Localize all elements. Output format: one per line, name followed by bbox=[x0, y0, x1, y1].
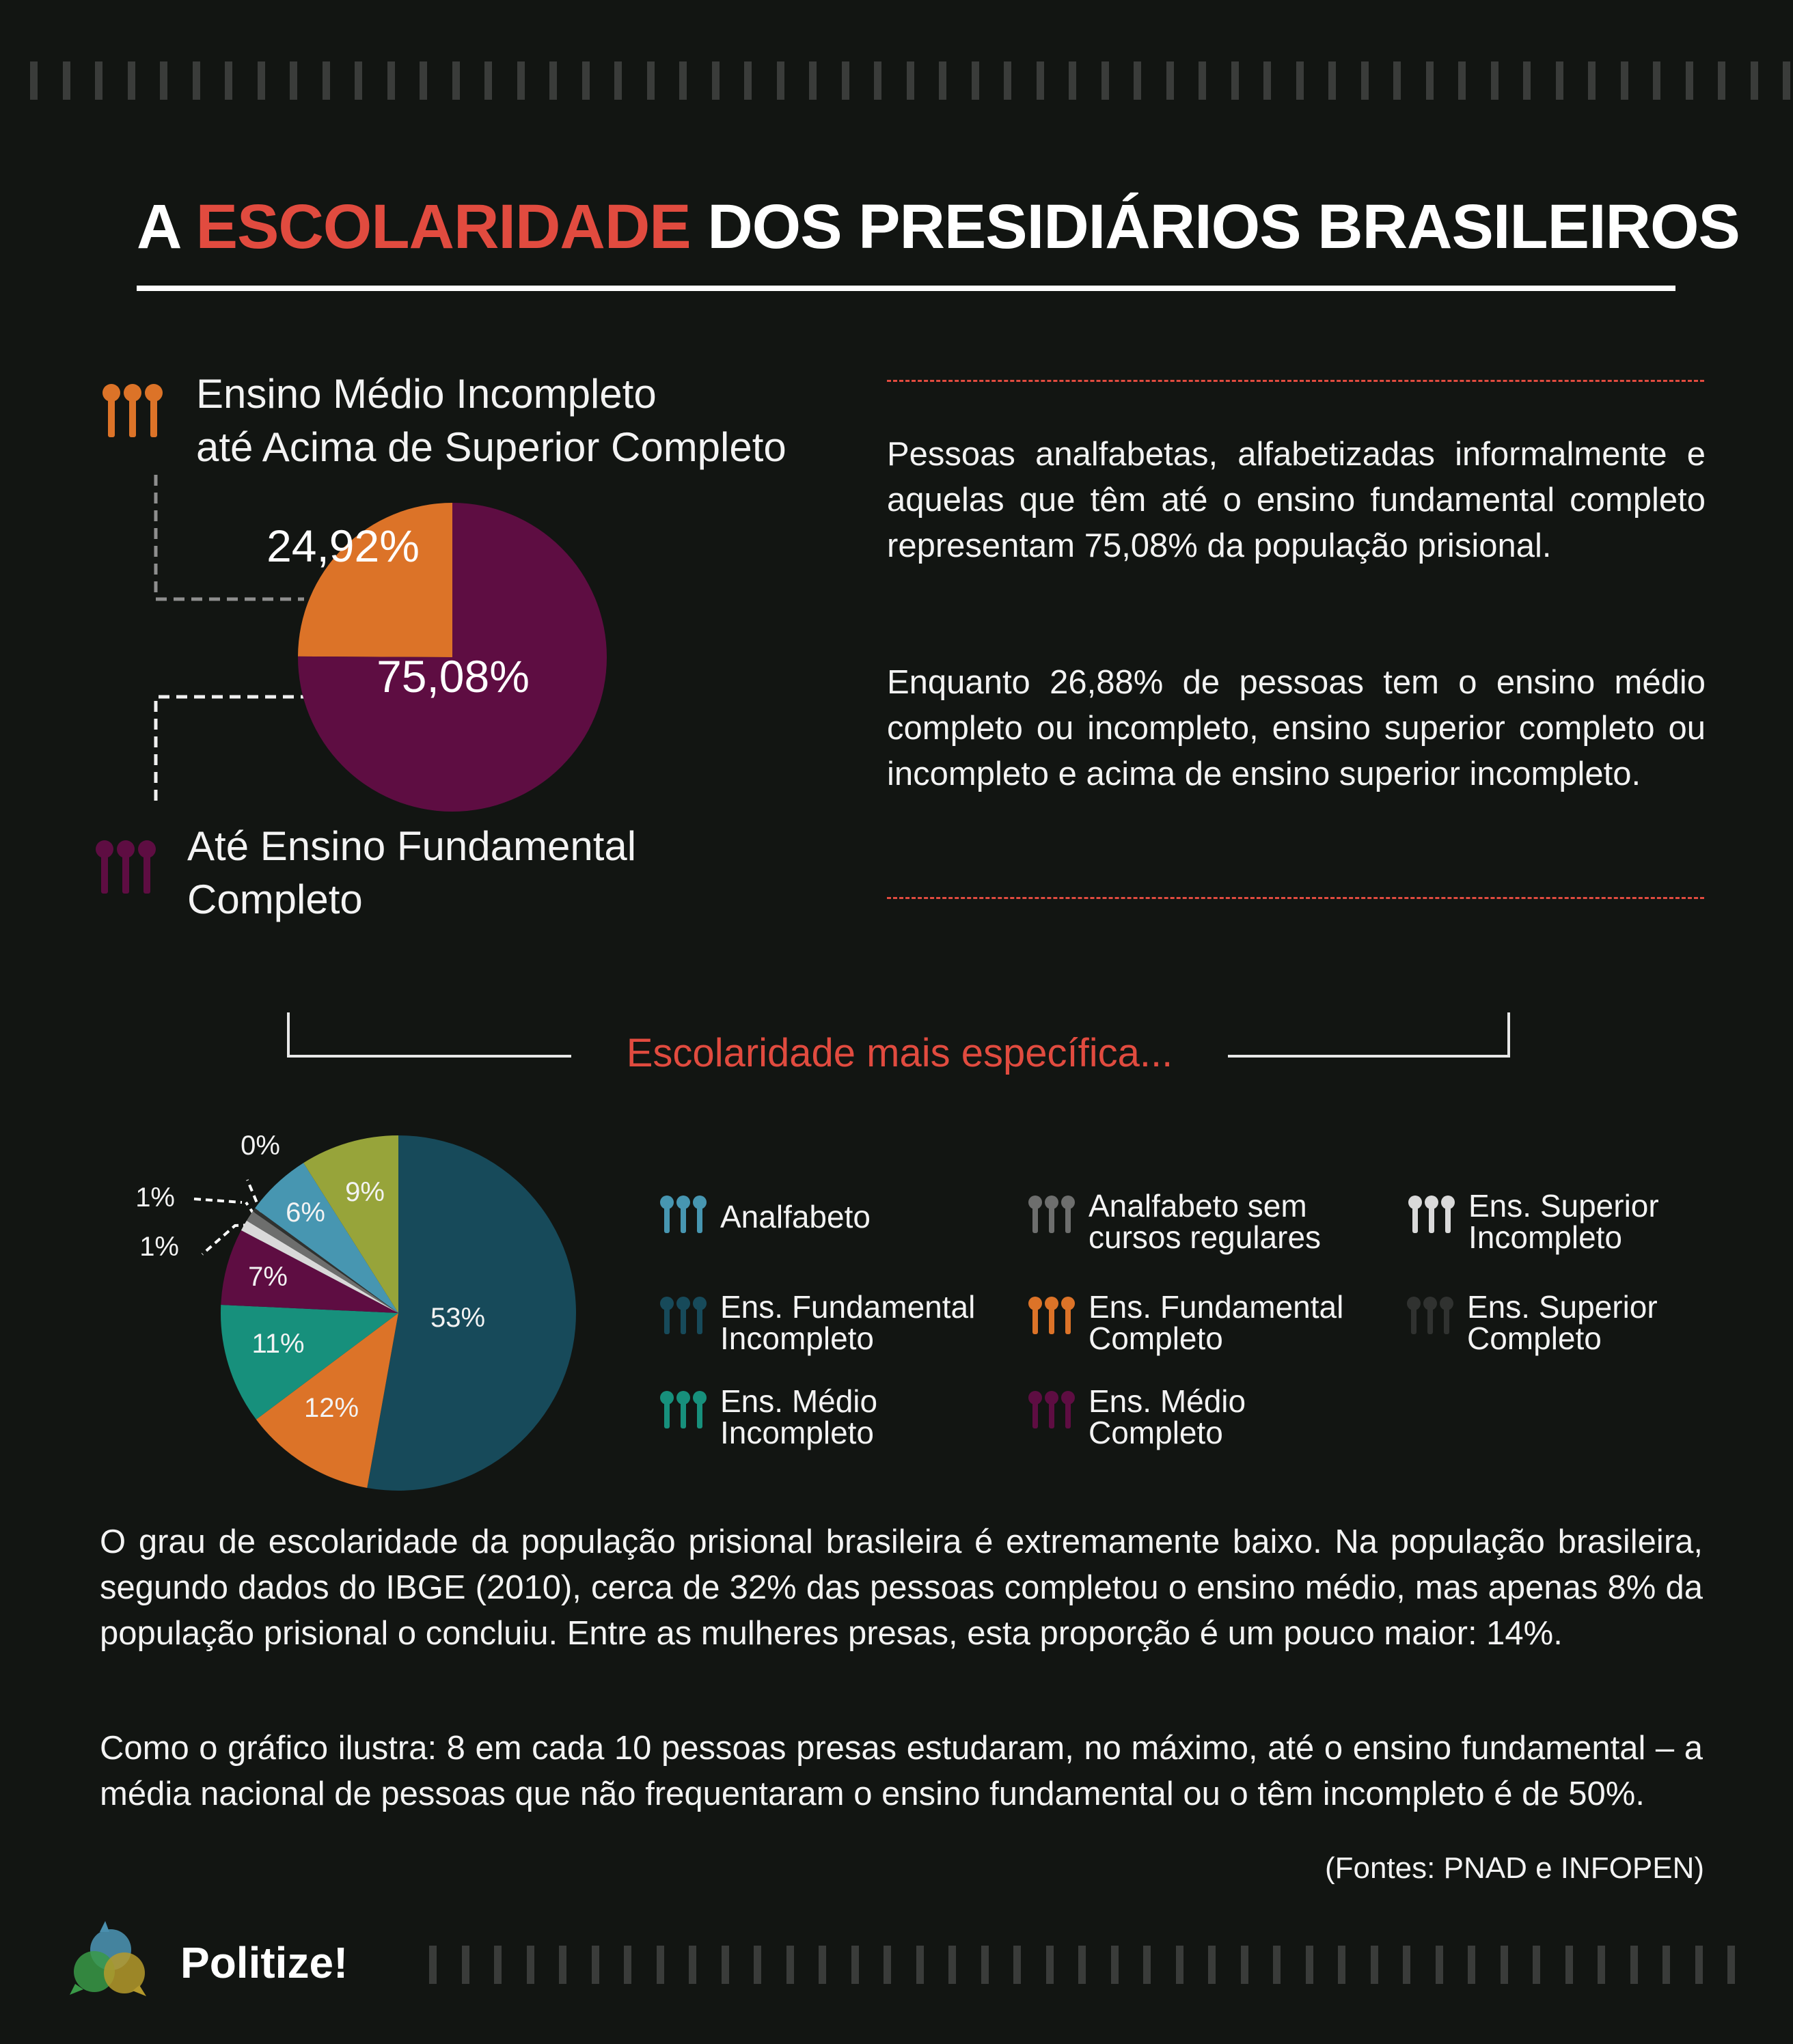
tick-mark bbox=[592, 1946, 599, 1984]
tick-mark bbox=[1134, 61, 1141, 100]
legend-label bbox=[1467, 1291, 1658, 1354]
tick-mark bbox=[1686, 61, 1693, 100]
detailed-pie-data-label: 53% bbox=[430, 1303, 486, 1333]
detailed-pie-chart bbox=[0, 1093, 615, 1503]
tick-mark bbox=[884, 1946, 891, 1984]
brand-name: Politize! bbox=[180, 1938, 348, 1987]
lower-label-line2: Completo bbox=[187, 876, 363, 922]
tick-mark bbox=[1328, 61, 1336, 100]
legend-key-icon bbox=[660, 1297, 707, 1335]
key-icon-purple bbox=[96, 840, 156, 895]
tick-mark bbox=[494, 1946, 502, 1984]
summary-paragraph-2: Enquanto 26,88% de pessoas tem o ensino médio completo ou incompleto, ensino superior completo ou incompleto e acima de ensino superior incompleto. bbox=[887, 664, 1706, 792]
tick-mark bbox=[1727, 1946, 1735, 1984]
red-dashed-divider-bottom bbox=[887, 897, 1704, 899]
legend-key-icon bbox=[1407, 1297, 1453, 1335]
tick-mark bbox=[1523, 61, 1531, 100]
legend-label bbox=[1089, 1385, 1246, 1448]
legend-label bbox=[1468, 1190, 1659, 1253]
tick-mark bbox=[1013, 1946, 1021, 1984]
tick-mark bbox=[981, 1946, 989, 1984]
title-suffix: DOS PRESIDIÁRIOS BRASILEIROS bbox=[690, 192, 1740, 262]
legend-key-icon bbox=[1028, 1297, 1075, 1335]
tick-mark bbox=[624, 1946, 631, 1984]
tick-mark bbox=[1361, 61, 1369, 100]
tick-mark bbox=[1653, 61, 1660, 100]
tick-mark bbox=[777, 61, 784, 100]
tick-mark bbox=[1468, 1946, 1475, 1984]
legend-key-icon bbox=[660, 1391, 707, 1429]
tick-mark bbox=[1199, 61, 1206, 100]
tick-mark bbox=[462, 1946, 469, 1984]
detailed-pie-data-label: 12% bbox=[303, 1393, 359, 1423]
tick-mark bbox=[527, 1946, 534, 1984]
section-subtitle: Escolaridade mais específica... bbox=[626, 1031, 1173, 1075]
tick-mark bbox=[689, 1946, 696, 1984]
tick-mark bbox=[1403, 1946, 1410, 1984]
detailed-pie-data-label: 11% bbox=[251, 1329, 305, 1359]
legend-key-icon bbox=[1028, 1196, 1075, 1234]
tick-mark bbox=[842, 61, 849, 100]
legend-label-line: Ens. Fundamental bbox=[1089, 1289, 1344, 1325]
upper-label-line2: até Acima de Superior Completo bbox=[196, 424, 786, 470]
lower-label-line1: Até Ensino Fundamental bbox=[187, 823, 637, 869]
red-dashed-divider-top bbox=[887, 380, 1704, 382]
tick-mark bbox=[916, 1946, 924, 1984]
summary-pie-data-label: 24,92% bbox=[266, 521, 420, 571]
detailed-pie-data-label: 1% bbox=[135, 1183, 175, 1213]
tick-mark bbox=[809, 61, 817, 100]
detailed-pie-data-label: 9% bbox=[345, 1177, 385, 1207]
tick-mark bbox=[939, 61, 946, 100]
tick-mark bbox=[1296, 61, 1304, 100]
tick-mark bbox=[1166, 61, 1174, 100]
tick-mark bbox=[647, 61, 655, 100]
tick-mark bbox=[1306, 1946, 1313, 1984]
legend-label-line: Completo bbox=[1467, 1321, 1602, 1356]
tick-mark bbox=[1458, 61, 1466, 100]
legend-label-line: Analfabeto sem bbox=[1089, 1188, 1307, 1224]
summary-pie-data-label: 75,08% bbox=[377, 651, 530, 702]
legend-label-line: Ens. Médio bbox=[1089, 1383, 1246, 1419]
tick-mark bbox=[1273, 1946, 1281, 1984]
legend-label-line: Ens. Médio bbox=[720, 1383, 878, 1419]
title-prefix: A bbox=[137, 192, 196, 262]
legend-label-line: Incompleto bbox=[720, 1321, 875, 1356]
tick-mark bbox=[1695, 1946, 1703, 1984]
tick-mark bbox=[1231, 61, 1239, 100]
legend-label-line: cursos regulares bbox=[1089, 1219, 1322, 1255]
tick-mark bbox=[1111, 1946, 1119, 1984]
tick-mark bbox=[1426, 61, 1434, 100]
legend-label-line: Analfabeto bbox=[720, 1199, 871, 1234]
tick-mark bbox=[1101, 61, 1109, 100]
legend-label-line: Incompleto bbox=[1468, 1219, 1623, 1255]
tick-mark bbox=[559, 1946, 566, 1984]
legend-label-line: Ens. Superior bbox=[1467, 1289, 1658, 1325]
tick-mark bbox=[851, 1946, 859, 1984]
legend-label bbox=[720, 1291, 975, 1354]
legend-label-line: Incompleto bbox=[720, 1415, 875, 1450]
legend-label-line: Ens. Fundamental bbox=[720, 1289, 976, 1325]
tick-mark bbox=[744, 61, 752, 100]
tick-mark bbox=[1436, 1946, 1443, 1984]
tick-mark bbox=[1176, 1946, 1183, 1984]
legend-key-icon bbox=[1408, 1196, 1455, 1234]
tick-mark bbox=[1783, 61, 1790, 100]
tick-mark bbox=[429, 1946, 437, 1984]
legend-label bbox=[1089, 1291, 1343, 1354]
title-accent: ESCOLARIDADE bbox=[195, 192, 691, 262]
tick-mark bbox=[1241, 1946, 1248, 1984]
tick-mark bbox=[972, 61, 979, 100]
bottom-decorative-ticks bbox=[429, 1946, 1735, 1984]
tick-mark bbox=[1565, 1946, 1573, 1984]
tick-mark bbox=[722, 1946, 729, 1984]
legend-key-icon bbox=[660, 1196, 707, 1234]
detailed-pie-data-label: 1% bbox=[139, 1232, 179, 1262]
tick-mark bbox=[1078, 1946, 1086, 1984]
tick-mark bbox=[907, 61, 914, 100]
tick-mark bbox=[1046, 1946, 1054, 1984]
tick-mark bbox=[1556, 61, 1563, 100]
legend-label bbox=[720, 1201, 871, 1232]
tick-mark bbox=[1501, 1946, 1508, 1984]
legend-label-line: Completo bbox=[1089, 1321, 1223, 1356]
tick-mark bbox=[1718, 61, 1725, 100]
legend-label-line: Completo bbox=[1089, 1415, 1223, 1450]
tick-mark bbox=[1069, 61, 1076, 100]
tick-mark bbox=[712, 61, 720, 100]
tick-mark bbox=[1143, 1946, 1151, 1984]
tick-mark bbox=[1263, 61, 1271, 100]
bottom-paragraph-1: O grau de escolaridade da população prisional brasileira é extremamente baixo. Na população brasileira, segundo dados do IBGE (2010), cerca de 32% das pessoas completou o ensino médio, mas apenas 8% da população prisional o concluiu. Entre as mulheres presas, esta proporção é um pouco maior: 14%. bbox=[100, 1523, 1703, 1652]
tick-mark bbox=[1588, 61, 1596, 100]
tick-mark bbox=[948, 1946, 956, 1984]
detailed-pie-data-label: 7% bbox=[248, 1262, 288, 1292]
legend-key-icon bbox=[1028, 1391, 1075, 1429]
tick-mark bbox=[1621, 61, 1628, 100]
tick-mark bbox=[1533, 1946, 1540, 1984]
detailed-pie-data-label: 6% bbox=[286, 1198, 325, 1228]
tick-mark bbox=[679, 61, 687, 100]
tick-mark bbox=[786, 1946, 794, 1984]
legend-label bbox=[720, 1385, 877, 1448]
tick-mark bbox=[657, 1946, 664, 1984]
sources-note: (Fontes: PNAD e INFOPEN) bbox=[1324, 1851, 1704, 1885]
tick-mark bbox=[1598, 1946, 1605, 1984]
tick-mark bbox=[754, 1946, 761, 1984]
tick-mark bbox=[1662, 1946, 1670, 1984]
tick-mark bbox=[1630, 1946, 1638, 1984]
tick-mark bbox=[874, 61, 881, 100]
speech-bubbles-logo-icon bbox=[66, 1918, 154, 2000]
detailed-pie-data-label: 0% bbox=[241, 1131, 280, 1161]
legend-label-line: Ens. Superior bbox=[1468, 1188, 1659, 1224]
tick-mark bbox=[1491, 61, 1498, 100]
tick-mark bbox=[1208, 1946, 1216, 1984]
tick-mark bbox=[1338, 1946, 1345, 1984]
lower-category-label bbox=[187, 820, 636, 926]
tick-mark bbox=[1371, 1946, 1378, 1984]
tick-mark bbox=[1393, 61, 1401, 100]
legend-label bbox=[1089, 1190, 1321, 1253]
summary-pie-chart bbox=[0, 0, 642, 847]
upper-label-line1: Ensino Médio Incompleto bbox=[196, 371, 657, 417]
tick-mark bbox=[1004, 61, 1011, 100]
tick-mark bbox=[819, 1946, 826, 1984]
bottom-paragraph-2: Como o gráfico ilustra: 8 em cada 10 pessoas presas estudaram, no máximo, até o ensino fundamental – a média nacional de pessoas que não frequentaram o ensino fundamental ou o têm incompleto é de 50%. bbox=[100, 1730, 1703, 1812]
tick-mark bbox=[1037, 61, 1044, 100]
summary-paragraph-1: Pessoas analfabetas, alfabetizadas informalmente e aquelas que têm até o ensino fundamental completo representam 75,08% da população prisional. bbox=[887, 436, 1706, 564]
tick-mark bbox=[1751, 61, 1758, 100]
